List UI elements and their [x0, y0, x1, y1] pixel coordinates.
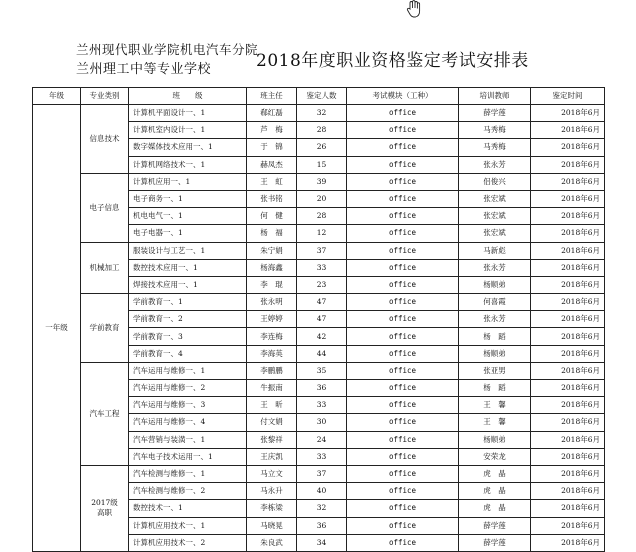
- head-teacher-cell: 付文娟: [247, 414, 297, 431]
- module-cell: office: [347, 483, 459, 500]
- module-cell: office: [347, 517, 459, 534]
- column-header: 班主任: [247, 88, 297, 105]
- trainer-cell: 杨 蹈: [459, 328, 531, 345]
- count-cell: 33: [297, 448, 347, 465]
- trainer-cell: 薛学莲: [459, 517, 531, 534]
- head-teacher-cell: 王 昕: [247, 397, 297, 414]
- category-cell: 机械加工: [81, 242, 129, 294]
- trainer-cell: 侣俊兴: [459, 173, 531, 190]
- class-cell: 学前教育一、3: [129, 328, 247, 345]
- class-cell: 电子电器一、1: [129, 225, 247, 242]
- module-cell: office: [347, 173, 459, 190]
- count-cell: 36: [297, 517, 347, 534]
- count-cell: 15: [297, 156, 347, 173]
- module-cell: office: [347, 294, 459, 311]
- class-cell: 焊接技术应用一、1: [129, 276, 247, 293]
- table-body: [33, 105, 605, 552]
- count-cell: 35: [297, 362, 347, 379]
- head-teacher-cell: 王庆凯: [247, 448, 297, 465]
- head-teacher-cell: 张永明: [247, 294, 297, 311]
- head-teacher-cell: 赫凤杰: [247, 156, 297, 173]
- class-cell: 数字媒体技术应用一、1: [129, 139, 247, 156]
- column-header: 鉴定时间: [531, 88, 605, 105]
- trainer-cell: 虎 晶: [459, 500, 531, 517]
- trainer-cell: 张宏斌: [459, 190, 531, 207]
- time-cell: 2018年6月: [531, 517, 605, 534]
- head-teacher-cell: 朱良武: [247, 534, 297, 551]
- class-cell: 数控技术一、1: [129, 500, 247, 517]
- table-row: [33, 173, 605, 190]
- class-cell: 汽车运用与维修一、2: [129, 380, 247, 397]
- trainer-cell: 张亚男: [459, 362, 531, 379]
- trainer-cell: 杨 蹈: [459, 380, 531, 397]
- head-teacher-cell: 马立文: [247, 465, 297, 482]
- count-cell: 40: [297, 483, 347, 500]
- module-cell: office: [347, 208, 459, 225]
- class-cell: 计算机应用技术一、2: [129, 534, 247, 551]
- trainer-cell: 张宏斌: [459, 208, 531, 225]
- count-cell: 44: [297, 345, 347, 362]
- time-cell: 2018年6月: [531, 328, 605, 345]
- class-cell: 汽车检测与维修一、1: [129, 465, 247, 482]
- time-cell: 2018年6月: [531, 431, 605, 448]
- trainer-cell: 马秀梅: [459, 139, 531, 156]
- time-cell: 2018年6月: [531, 259, 605, 276]
- trainer-cell: 何喜霞: [459, 294, 531, 311]
- trainer-cell: 张永芳: [459, 156, 531, 173]
- class-cell: 服装设计与工艺一、1: [129, 242, 247, 259]
- count-cell: 37: [297, 465, 347, 482]
- head-teacher-cell: 何 健: [247, 208, 297, 225]
- trainer-cell: 张永芳: [459, 259, 531, 276]
- trainer-cell: 王 馨: [459, 397, 531, 414]
- count-cell: 36: [297, 380, 347, 397]
- table-row: [33, 362, 605, 379]
- module-cell: office: [347, 465, 459, 482]
- table-header-row: [33, 88, 605, 105]
- class-cell: 学前教育一、2: [129, 311, 247, 328]
- count-cell: 28: [297, 208, 347, 225]
- class-cell: 机电电气一、1: [129, 208, 247, 225]
- time-cell: 2018年6月: [531, 448, 605, 465]
- head-teacher-cell: 牛振南: [247, 380, 297, 397]
- trainer-cell: 张宏斌: [459, 225, 531, 242]
- head-teacher-cell: 王 虹: [247, 173, 297, 190]
- time-cell: 2018年6月: [531, 483, 605, 500]
- module-cell: office: [347, 225, 459, 242]
- trainer-cell: 薛学莲: [459, 534, 531, 551]
- module-cell: office: [347, 311, 459, 328]
- module-cell: office: [347, 328, 459, 345]
- head-teacher-cell: 李海英: [247, 345, 297, 362]
- class-cell: 汽车运用与维修一、4: [129, 414, 247, 431]
- time-cell: 2018年6月: [531, 500, 605, 517]
- class-cell: 汽车运用与维修一、3: [129, 397, 247, 414]
- class-cell: 汽车检测与维修一、2: [129, 483, 247, 500]
- hand-cursor-icon: [405, 0, 425, 18]
- time-cell: 2018年6月: [531, 294, 605, 311]
- module-cell: office: [347, 190, 459, 207]
- trainer-cell: 马秀梅: [459, 122, 531, 139]
- time-cell: 2018年6月: [531, 414, 605, 431]
- count-cell: 32: [297, 105, 347, 122]
- head-teacher-cell: 马永升: [247, 483, 297, 500]
- class-cell: 计算机室内设计一、1: [129, 122, 247, 139]
- count-cell: 33: [297, 259, 347, 276]
- count-cell: 32: [297, 500, 347, 517]
- module-cell: office: [347, 105, 459, 122]
- class-cell: 汽车运用与维修一、1: [129, 362, 247, 379]
- table-row: [33, 105, 605, 122]
- module-cell: office: [347, 500, 459, 517]
- column-header: 培训教师: [459, 88, 531, 105]
- column-header: 考试模块（工种）: [347, 88, 459, 105]
- time-cell: 2018年6月: [531, 139, 605, 156]
- head-teacher-cell: 杨 福: [247, 225, 297, 242]
- category-cell: 2017级 高职: [81, 465, 129, 551]
- table-row: [33, 294, 605, 311]
- time-cell: 2018年6月: [531, 345, 605, 362]
- module-cell: office: [347, 362, 459, 379]
- category-cell: 学前教育: [81, 294, 129, 363]
- time-cell: 2018年6月: [531, 208, 605, 225]
- grade-cell: 一年级: [33, 105, 81, 552]
- trainer-cell: 马新彪: [459, 242, 531, 259]
- count-cell: 37: [297, 242, 347, 259]
- column-header: 专业类别: [81, 88, 129, 105]
- count-cell: 47: [297, 311, 347, 328]
- trainer-cell: 安荣龙: [459, 448, 531, 465]
- exam-schedule-table: [32, 87, 605, 552]
- head-teacher-cell: 李栋梁: [247, 500, 297, 517]
- trainer-cell: 薛学莲: [459, 105, 531, 122]
- table-row: [33, 242, 605, 259]
- trainer-cell: 杨顺弟: [459, 345, 531, 362]
- time-cell: 2018年6月: [531, 380, 605, 397]
- time-cell: 2018年6月: [531, 465, 605, 482]
- count-cell: 26: [297, 139, 347, 156]
- count-cell: 24: [297, 431, 347, 448]
- class-cell: 计算机平面设计一、1: [129, 105, 247, 122]
- category-cell: 信息技术: [81, 105, 129, 174]
- time-cell: 2018年6月: [531, 225, 605, 242]
- count-cell: 47: [297, 294, 347, 311]
- head-teacher-cell: 张书铭: [247, 190, 297, 207]
- time-cell: 2018年6月: [531, 105, 605, 122]
- trainer-cell: 杨顺弟: [459, 276, 531, 293]
- column-header: 鉴定人数: [297, 88, 347, 105]
- table-row: [33, 465, 605, 482]
- head-teacher-cell: 李鹏鹏: [247, 362, 297, 379]
- module-cell: office: [347, 139, 459, 156]
- class-cell: 学前教育一、1: [129, 294, 247, 311]
- module-cell: office: [347, 397, 459, 414]
- category-cell: 汽车工程: [81, 362, 129, 465]
- module-cell: office: [347, 156, 459, 173]
- head-teacher-cell: 杨海鑫: [247, 259, 297, 276]
- count-cell: 23: [297, 276, 347, 293]
- time-cell: 2018年6月: [531, 362, 605, 379]
- head-teacher-cell: 朱宁娟: [247, 242, 297, 259]
- column-header: 班 级: [129, 88, 247, 105]
- head-teacher-cell: 马晓晃: [247, 517, 297, 534]
- class-cell: 汽车电子技术运用一、1: [129, 448, 247, 465]
- time-cell: 2018年6月: [531, 173, 605, 190]
- module-cell: office: [347, 242, 459, 259]
- class-cell: 数控技术应用一、1: [129, 259, 247, 276]
- head-teacher-cell: 李 琨: [247, 276, 297, 293]
- module-cell: office: [347, 345, 459, 362]
- time-cell: 2018年6月: [531, 242, 605, 259]
- module-cell: office: [347, 431, 459, 448]
- time-cell: 2018年6月: [531, 190, 605, 207]
- count-cell: 39: [297, 173, 347, 190]
- module-cell: office: [347, 414, 459, 431]
- count-cell: 34: [297, 534, 347, 551]
- trainer-cell: 王 馨: [459, 414, 531, 431]
- count-cell: 33: [297, 397, 347, 414]
- head-teacher-cell: 郗红磊: [247, 105, 297, 122]
- count-cell: 12: [297, 225, 347, 242]
- class-cell: 电子商务一、1: [129, 190, 247, 207]
- module-cell: office: [347, 380, 459, 397]
- time-cell: 2018年6月: [531, 311, 605, 328]
- count-cell: 42: [297, 328, 347, 345]
- time-cell: 2018年6月: [531, 276, 605, 293]
- class-cell: 学前教育一、4: [129, 345, 247, 362]
- head-teacher-cell: 芦 梅: [247, 122, 297, 139]
- module-cell: office: [347, 534, 459, 551]
- module-cell: office: [347, 276, 459, 293]
- head-teacher-cell: 张黎祥: [247, 431, 297, 448]
- head-teacher-cell: 于 锦: [247, 139, 297, 156]
- time-cell: 2018年6月: [531, 397, 605, 414]
- class-cell: 计算机应用一、1: [129, 173, 247, 190]
- head-teacher-cell: 李连梅: [247, 328, 297, 345]
- module-cell: office: [347, 122, 459, 139]
- time-cell: 2018年6月: [531, 122, 605, 139]
- trainer-cell: 杨顺弟: [459, 431, 531, 448]
- trainer-cell: 张永芳: [459, 311, 531, 328]
- class-cell: 汽车营销与装潢一、1: [129, 431, 247, 448]
- time-cell: 2018年6月: [531, 534, 605, 551]
- page-title: 2018年度职业资格鉴定考试安排表: [256, 51, 529, 71]
- count-cell: 28: [297, 122, 347, 139]
- count-cell: 30: [297, 414, 347, 431]
- class-cell: 计算机网络技术一、1: [129, 156, 247, 173]
- head-teacher-cell: 王婷婷: [247, 311, 297, 328]
- trainer-cell: 虎 晶: [459, 483, 531, 500]
- column-header: 年级: [33, 88, 81, 105]
- module-cell: office: [347, 259, 459, 276]
- school-name-line1: 兰州现代职业学院机电汽车分院: [76, 42, 259, 57]
- school-name-line2: 兰州理工中等专业学校: [76, 62, 212, 77]
- class-cell: 计算机应用技术一、1: [129, 517, 247, 534]
- category-cell: 电子信息: [81, 173, 129, 242]
- trainer-cell: 虎 晶: [459, 465, 531, 482]
- time-cell: 2018年6月: [531, 156, 605, 173]
- module-cell: office: [347, 448, 459, 465]
- count-cell: 20: [297, 190, 347, 207]
